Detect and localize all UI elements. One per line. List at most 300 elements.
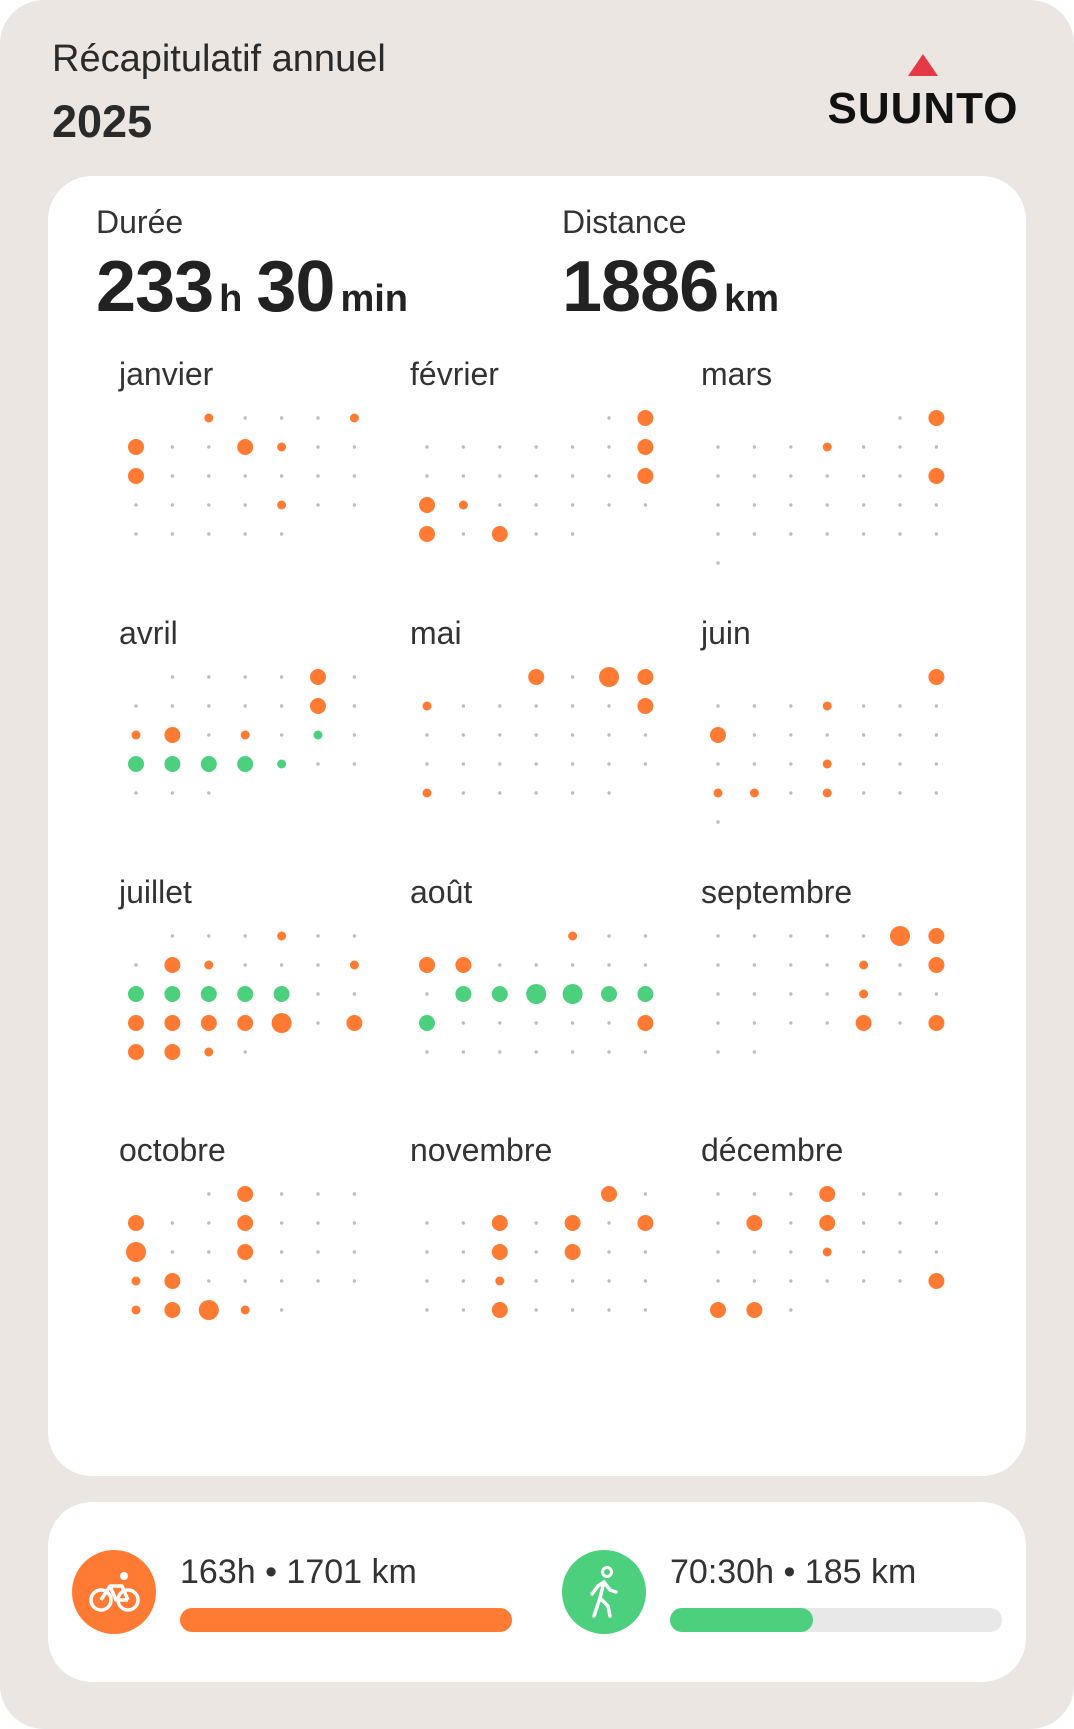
empty-day-dot xyxy=(571,532,574,535)
empty-day-dot xyxy=(607,474,610,477)
empty-day-dot xyxy=(716,1021,719,1024)
cycling-activity-dot xyxy=(199,1300,219,1320)
empty-day-dot xyxy=(753,503,756,506)
empty-day-dot xyxy=(607,1221,610,1224)
cycling-activity-dot xyxy=(528,669,544,685)
empty-day-dot xyxy=(425,445,428,448)
cycling-stats: 163h • 1701 km xyxy=(180,1553,417,1591)
empty-day-dot xyxy=(535,1308,538,1311)
cycling-activity-dot xyxy=(710,727,726,743)
empty-day-dot xyxy=(280,1221,283,1224)
cycling-activity-dot xyxy=(346,1015,362,1031)
cycling-activity-dot xyxy=(928,1015,944,1031)
empty-day-dot xyxy=(862,791,865,794)
empty-day-dot xyxy=(353,992,356,995)
empty-day-dot xyxy=(753,704,756,707)
empty-day-dot xyxy=(316,934,319,937)
empty-day-dot xyxy=(789,762,792,765)
empty-day-dot xyxy=(535,762,538,765)
empty-day-dot xyxy=(244,503,247,506)
empty-day-dot xyxy=(353,934,356,937)
empty-day-dot xyxy=(789,1250,792,1253)
cycling-activity-dot xyxy=(859,961,868,970)
cycling-activity-dot xyxy=(637,410,653,426)
empty-day-dot xyxy=(462,1050,465,1053)
empty-day-dot xyxy=(462,704,465,707)
empty-day-dot xyxy=(753,1050,756,1053)
cycling-activity-dot xyxy=(201,1015,217,1031)
empty-day-dot xyxy=(535,704,538,707)
empty-day-dot xyxy=(753,445,756,448)
empty-day-dot xyxy=(716,1050,719,1053)
empty-day-dot xyxy=(498,704,501,707)
cycling-progress-fill xyxy=(180,1608,512,1632)
empty-day-dot xyxy=(425,1308,428,1311)
empty-day-dot xyxy=(789,704,792,707)
empty-day-dot xyxy=(171,1221,174,1224)
empty-day-dot xyxy=(244,704,247,707)
empty-day-dot xyxy=(207,532,210,535)
cycling-activity-dot xyxy=(237,1186,253,1202)
empty-day-dot xyxy=(425,1050,428,1053)
empty-day-dot xyxy=(171,503,174,506)
empty-day-dot xyxy=(935,704,938,707)
walking-activity-dot xyxy=(237,986,253,1002)
cycling-activity-dot xyxy=(128,439,144,455)
walking-activity-dot xyxy=(277,760,286,769)
cycling-activity-dot xyxy=(637,439,653,455)
empty-day-dot xyxy=(753,1279,756,1282)
cycling-activity-dot xyxy=(823,760,832,769)
empty-day-dot xyxy=(207,445,210,448)
empty-day-dot xyxy=(171,532,174,535)
empty-day-dot xyxy=(935,1192,938,1195)
empty-day-dot xyxy=(898,503,901,506)
cycling-activity-dot xyxy=(350,414,359,423)
cycling-activity-dot xyxy=(423,789,432,798)
cycling-activity-dot xyxy=(492,526,508,542)
empty-day-dot xyxy=(244,1279,247,1282)
cycling-activity-dot xyxy=(714,789,723,798)
empty-day-dot xyxy=(462,1308,465,1311)
cycling-activity-dot xyxy=(164,727,180,743)
cycling-activity-dot xyxy=(310,669,326,685)
walking-stats: 70:30h • 185 km xyxy=(670,1553,917,1591)
walking-activity-dot xyxy=(314,731,323,740)
empty-day-dot xyxy=(462,1279,465,1282)
empty-day-dot xyxy=(498,503,501,506)
empty-day-dot xyxy=(753,762,756,765)
empty-day-dot xyxy=(498,1021,501,1024)
empty-day-dot xyxy=(789,1308,792,1311)
empty-day-dot xyxy=(898,791,901,794)
empty-day-dot xyxy=(935,791,938,794)
empty-day-dot xyxy=(425,1279,428,1282)
empty-day-dot xyxy=(607,963,610,966)
cycling-activity-dot xyxy=(419,957,435,973)
empty-day-dot xyxy=(607,704,610,707)
empty-day-dot xyxy=(353,1250,356,1253)
empty-day-dot xyxy=(207,934,210,937)
empty-day-dot xyxy=(789,791,792,794)
empty-day-dot xyxy=(244,474,247,477)
month-label: octobre xyxy=(119,1132,226,1168)
cycling-activity-dot xyxy=(565,1215,581,1231)
empty-day-dot xyxy=(935,445,938,448)
empty-day-dot xyxy=(134,963,137,966)
empty-day-dot xyxy=(607,1250,610,1253)
empty-day-dot xyxy=(716,1221,719,1224)
cycling-activity-dot xyxy=(823,702,832,711)
cycling-activity-dot xyxy=(132,1277,141,1286)
empty-day-dot xyxy=(898,1279,901,1282)
empty-day-dot xyxy=(753,992,756,995)
walking-activity-dot xyxy=(201,986,217,1002)
cycling-activity-dot xyxy=(128,1215,144,1231)
month-label: avril xyxy=(119,615,178,651)
empty-day-dot xyxy=(826,1279,829,1282)
empty-day-dot xyxy=(171,445,174,448)
month-label: mai xyxy=(410,615,462,651)
empty-day-dot xyxy=(789,1279,792,1282)
empty-day-dot xyxy=(462,1250,465,1253)
empty-day-dot xyxy=(535,503,538,506)
walking-activity-dot xyxy=(128,986,144,1002)
cycling-activity-dot xyxy=(750,789,759,798)
empty-day-dot xyxy=(862,733,865,736)
empty-day-dot xyxy=(207,675,210,678)
empty-day-dot xyxy=(898,445,901,448)
empty-day-dot xyxy=(571,474,574,477)
month-label: septembre xyxy=(701,874,853,910)
cycling-activity-dot xyxy=(746,1215,762,1231)
month-label: janvier xyxy=(119,356,214,392)
empty-day-dot xyxy=(207,791,210,794)
cycling-activity-dot xyxy=(823,1248,832,1257)
empty-day-dot xyxy=(316,963,319,966)
month-label: juin xyxy=(701,615,751,651)
cycling-activity-dot xyxy=(819,1215,835,1231)
empty-day-dot xyxy=(207,1192,210,1195)
empty-day-dot xyxy=(353,1221,356,1224)
cycling-activity-dot xyxy=(204,414,213,423)
cycling-activity-dot xyxy=(459,501,468,510)
empty-day-dot xyxy=(316,474,319,477)
empty-day-dot xyxy=(862,1250,865,1253)
empty-day-dot xyxy=(535,1279,538,1282)
empty-day-dot xyxy=(280,1250,283,1253)
cycling-icon xyxy=(72,1550,156,1634)
cycling-activity-dot xyxy=(492,1302,508,1318)
empty-day-dot xyxy=(535,532,538,535)
empty-day-dot xyxy=(571,503,574,506)
empty-day-dot xyxy=(789,963,792,966)
walking-icon xyxy=(562,1550,646,1634)
empty-day-dot xyxy=(571,704,574,707)
empty-day-dot xyxy=(171,791,174,794)
empty-day-dot xyxy=(571,733,574,736)
empty-day-dot xyxy=(353,675,356,678)
cycling-activity-dot xyxy=(492,1244,508,1260)
empty-day-dot xyxy=(353,445,356,448)
empty-day-dot xyxy=(826,1021,829,1024)
empty-day-dot xyxy=(644,762,647,765)
empty-day-dot xyxy=(789,1221,792,1224)
empty-day-dot xyxy=(571,1050,574,1053)
cycling-activity-dot xyxy=(277,443,286,452)
empty-day-dot xyxy=(207,503,210,506)
empty-day-dot xyxy=(716,1250,719,1253)
empty-day-dot xyxy=(862,1221,865,1224)
empty-day-dot xyxy=(571,963,574,966)
empty-day-dot xyxy=(207,733,210,736)
cycling-activity-dot xyxy=(819,1186,835,1202)
cycling-activity-dot xyxy=(126,1242,146,1262)
empty-day-dot xyxy=(462,791,465,794)
cycling-activity-dot xyxy=(637,669,653,685)
empty-day-dot xyxy=(280,416,283,419)
walking-activity-dot xyxy=(455,986,471,1002)
empty-day-dot xyxy=(280,675,283,678)
empty-day-dot xyxy=(862,532,865,535)
empty-day-dot xyxy=(898,1192,901,1195)
empty-day-dot xyxy=(607,733,610,736)
empty-day-dot xyxy=(935,503,938,506)
walking-activity-dot xyxy=(526,984,546,1004)
empty-day-dot xyxy=(644,503,647,506)
sport-breakdown-panel xyxy=(48,1502,1026,1682)
empty-day-dot xyxy=(898,733,901,736)
empty-day-dot xyxy=(789,733,792,736)
distance-label: Distance xyxy=(562,204,687,240)
month-label: mars xyxy=(701,356,773,392)
empty-day-dot xyxy=(862,704,865,707)
empty-day-dot xyxy=(244,963,247,966)
empty-day-dot xyxy=(316,1250,319,1253)
empty-day-dot xyxy=(134,704,137,707)
empty-day-dot xyxy=(280,733,283,736)
empty-day-dot xyxy=(353,503,356,506)
cycling-activity-dot xyxy=(164,1015,180,1031)
empty-day-dot xyxy=(753,733,756,736)
empty-day-dot xyxy=(862,934,865,937)
empty-day-dot xyxy=(535,1021,538,1024)
month-label: novembre xyxy=(410,1132,553,1168)
empty-day-dot xyxy=(716,934,719,937)
cycling-activity-dot xyxy=(637,698,653,714)
empty-day-dot xyxy=(644,733,647,736)
empty-day-dot xyxy=(644,1192,647,1195)
empty-day-dot xyxy=(535,1250,538,1253)
empty-day-dot xyxy=(826,733,829,736)
empty-day-dot xyxy=(498,762,501,765)
cycling-activity-dot xyxy=(710,1302,726,1318)
empty-day-dot xyxy=(826,532,829,535)
empty-day-dot xyxy=(716,1279,719,1282)
walking-activity-dot xyxy=(274,986,290,1002)
walking-activity-dot xyxy=(601,986,617,1002)
month-label: août xyxy=(410,874,473,910)
empty-day-dot xyxy=(280,704,283,707)
empty-day-dot xyxy=(316,1221,319,1224)
empty-day-dot xyxy=(789,445,792,448)
empty-day-dot xyxy=(753,474,756,477)
empty-day-dot xyxy=(716,561,719,564)
empty-day-dot xyxy=(716,820,719,823)
duration-hours-unit: h xyxy=(219,278,243,320)
cycling-activity-dot xyxy=(637,1015,653,1031)
empty-day-dot xyxy=(134,503,137,506)
empty-day-dot xyxy=(753,963,756,966)
empty-day-dot xyxy=(716,445,719,448)
empty-day-dot xyxy=(607,791,610,794)
year-label: 2025 xyxy=(52,96,153,147)
empty-day-dot xyxy=(862,1279,865,1282)
empty-day-dot xyxy=(644,1250,647,1253)
empty-day-dot xyxy=(716,1192,719,1195)
empty-day-dot xyxy=(898,474,901,477)
empty-day-dot xyxy=(280,532,283,535)
empty-day-dot xyxy=(498,474,501,477)
cycling-activity-dot xyxy=(204,1048,213,1057)
cycling-activity-dot xyxy=(272,1013,292,1033)
cycling-activity-dot xyxy=(928,468,944,484)
empty-day-dot xyxy=(898,532,901,535)
distance-number: 1886 xyxy=(562,247,719,327)
empty-day-dot xyxy=(862,1192,865,1195)
empty-day-dot xyxy=(716,963,719,966)
empty-day-dot xyxy=(716,532,719,535)
empty-day-dot xyxy=(462,762,465,765)
cycling-activity-dot xyxy=(128,1044,144,1060)
empty-day-dot xyxy=(898,762,901,765)
empty-day-dot xyxy=(462,733,465,736)
empty-day-dot xyxy=(171,474,174,477)
cycling-activity-dot xyxy=(599,667,619,687)
empty-day-dot xyxy=(607,762,610,765)
empty-day-dot xyxy=(535,474,538,477)
empty-day-dot xyxy=(826,963,829,966)
empty-day-dot xyxy=(171,1250,174,1253)
empty-day-dot xyxy=(207,1250,210,1253)
empty-day-dot xyxy=(644,1279,647,1282)
cycling-activity-dot xyxy=(495,1277,504,1286)
empty-day-dot xyxy=(607,1021,610,1024)
cycling-activity-dot xyxy=(423,702,432,711)
empty-day-dot xyxy=(462,1221,465,1224)
empty-day-dot xyxy=(171,704,174,707)
walking-activity-dot xyxy=(563,984,583,1004)
empty-day-dot xyxy=(716,474,719,477)
cycling-activity-dot xyxy=(204,961,213,970)
empty-day-dot xyxy=(935,762,938,765)
empty-day-dot xyxy=(935,1221,938,1224)
empty-day-dot xyxy=(425,733,428,736)
walking-activity-dot xyxy=(164,756,180,772)
cycling-activity-dot xyxy=(164,1273,180,1289)
empty-day-dot xyxy=(425,762,428,765)
empty-day-dot xyxy=(607,445,610,448)
cycling-activity-dot xyxy=(823,443,832,452)
empty-day-dot xyxy=(898,416,901,419)
cycling-activity-dot xyxy=(237,439,253,455)
empty-day-dot xyxy=(316,1021,319,1024)
cycling-activity-dot xyxy=(128,468,144,484)
empty-day-dot xyxy=(935,992,938,995)
empty-day-dot xyxy=(134,791,137,794)
empty-day-dot xyxy=(607,416,610,419)
empty-day-dot xyxy=(244,532,247,535)
cycling-activity-dot xyxy=(637,468,653,484)
empty-day-dot xyxy=(571,1279,574,1282)
empty-day-dot xyxy=(789,934,792,937)
empty-day-dot xyxy=(280,1308,283,1311)
empty-day-dot xyxy=(753,532,756,535)
empty-day-dot xyxy=(607,1050,610,1053)
empty-day-dot xyxy=(862,503,865,506)
cycling-activity-dot xyxy=(859,990,868,999)
empty-day-dot xyxy=(353,704,356,707)
cycling-activity-dot xyxy=(419,526,435,542)
empty-day-dot xyxy=(498,791,501,794)
empty-day-dot xyxy=(535,1050,538,1053)
cycling-activity-dot xyxy=(928,669,944,685)
cycling-activity-dot xyxy=(237,1015,253,1031)
empty-day-dot xyxy=(935,733,938,736)
empty-day-dot xyxy=(535,445,538,448)
empty-day-dot xyxy=(498,1050,501,1053)
cycling-progress-track xyxy=(180,1608,512,1632)
empty-day-dot xyxy=(280,1192,283,1195)
walking-activity-dot xyxy=(164,986,180,1002)
empty-day-dot xyxy=(753,1021,756,1024)
empty-day-dot xyxy=(607,1308,610,1311)
empty-day-dot xyxy=(826,474,829,477)
empty-day-dot xyxy=(571,1308,574,1311)
empty-day-dot xyxy=(898,1221,901,1224)
cycling-activity-dot xyxy=(492,1215,508,1231)
empty-day-dot xyxy=(789,1021,792,1024)
empty-day-dot xyxy=(862,762,865,765)
cycling-activity-dot xyxy=(132,731,141,740)
cycling-activity-dot xyxy=(237,1244,253,1260)
empty-day-dot xyxy=(535,1221,538,1224)
empty-day-dot xyxy=(607,503,610,506)
cycling-activity-dot xyxy=(928,928,944,944)
month-label: juillet xyxy=(119,874,192,910)
cycling-activity-dot xyxy=(455,957,471,973)
cycling-activity-dot xyxy=(928,410,944,426)
cycling-activity-dot xyxy=(241,731,250,740)
empty-day-dot xyxy=(498,733,501,736)
walking-progress-track xyxy=(670,1608,1002,1632)
empty-day-dot xyxy=(826,934,829,937)
empty-day-dot xyxy=(353,762,356,765)
cycling-activity-dot xyxy=(928,957,944,973)
empty-day-dot xyxy=(571,675,574,678)
empty-day-dot xyxy=(316,762,319,765)
empty-day-dot xyxy=(171,934,174,937)
empty-day-dot xyxy=(316,1279,319,1282)
empty-day-dot xyxy=(935,1250,938,1253)
empty-day-dot xyxy=(280,1279,283,1282)
empty-day-dot xyxy=(716,704,719,707)
cycling-activity-dot xyxy=(310,698,326,714)
duration-minutes-unit: min xyxy=(340,278,409,320)
page-title: Récapitulatif annuel xyxy=(52,38,386,80)
empty-day-dot xyxy=(571,445,574,448)
empty-day-dot xyxy=(753,1250,756,1253)
